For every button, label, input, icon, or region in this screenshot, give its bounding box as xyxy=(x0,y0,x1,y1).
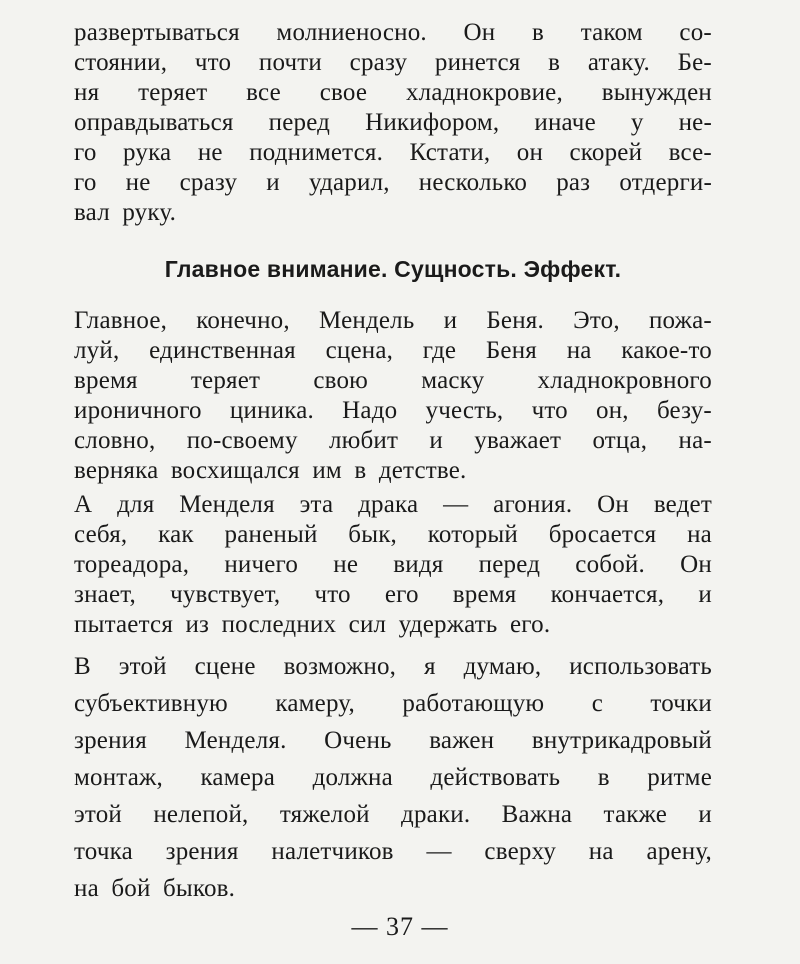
word: несколько xyxy=(418,169,528,196)
word: видя xyxy=(393,551,444,578)
word: хладнокровного xyxy=(537,367,712,394)
word: ударил, xyxy=(308,169,390,196)
word: отца, xyxy=(592,427,648,454)
word: свою xyxy=(313,367,369,394)
word: сразу xyxy=(179,169,238,196)
word: что xyxy=(314,581,351,608)
word: агония. xyxy=(493,491,573,518)
word: на xyxy=(566,337,592,364)
word: на xyxy=(588,838,614,865)
word: ироничного xyxy=(74,397,202,424)
text-line xyxy=(74,138,712,168)
word: где xyxy=(422,337,457,364)
word: Он xyxy=(680,551,712,578)
word: как xyxy=(158,521,194,548)
word: использовать xyxy=(569,653,712,680)
word: драки. xyxy=(401,801,471,828)
word: работающую xyxy=(402,690,545,717)
word: сверху xyxy=(484,838,557,865)
word: циника. xyxy=(229,397,314,424)
word: свое xyxy=(319,79,368,106)
word: монтаж, xyxy=(74,764,163,791)
paragraph-continued xyxy=(74,18,712,228)
word: иначе xyxy=(534,109,596,136)
word: думаю, xyxy=(463,653,542,680)
word: в xyxy=(532,19,545,46)
word: Надо xyxy=(342,397,398,424)
text-line xyxy=(74,78,712,108)
word: его xyxy=(384,581,419,608)
word: и xyxy=(429,427,443,454)
word: для xyxy=(117,491,155,518)
word: оправдываться xyxy=(74,109,234,136)
word: любит xyxy=(328,427,399,454)
word: конечно, xyxy=(196,307,290,334)
word: должна xyxy=(312,764,393,791)
text-line xyxy=(74,796,712,833)
text-line xyxy=(74,336,712,366)
word: Это, xyxy=(573,307,620,334)
word: нелепой, xyxy=(153,801,249,828)
word: молниеносно. xyxy=(276,19,427,46)
text-line xyxy=(74,580,712,610)
text-line xyxy=(74,759,712,796)
word: безу- xyxy=(656,397,712,424)
word: сцена, xyxy=(325,337,394,364)
paragraph-main-attention xyxy=(74,306,712,486)
word: скорей xyxy=(569,139,643,166)
word: почти xyxy=(258,49,322,76)
word: также xyxy=(603,801,668,828)
word: себя, xyxy=(74,521,128,548)
word: Менделя. xyxy=(184,727,287,754)
text-line xyxy=(74,18,712,48)
word: со- xyxy=(679,19,712,46)
word: отдерги- xyxy=(619,169,712,196)
word: какое-то xyxy=(621,337,712,364)
text-line xyxy=(74,108,712,138)
word: все xyxy=(246,79,281,106)
word: го xyxy=(74,169,97,196)
word: в xyxy=(548,49,561,76)
word: внутрикадровый xyxy=(531,727,712,754)
text-line: верняка восхищался им в детстве. xyxy=(74,457,467,484)
word: все- xyxy=(668,139,712,166)
word: эта xyxy=(299,491,334,518)
word: время xyxy=(452,581,517,608)
text-line xyxy=(74,833,712,870)
word: не xyxy=(333,551,359,578)
word: Он xyxy=(597,491,629,518)
word: тяжелой xyxy=(279,801,370,828)
text-line xyxy=(74,550,712,580)
word: и xyxy=(698,801,712,828)
word: который xyxy=(427,521,518,548)
word: на- xyxy=(678,427,712,454)
word: словно, xyxy=(74,427,156,454)
word: по-своему xyxy=(186,427,298,454)
word: хладнокровие, xyxy=(405,79,563,106)
text-line xyxy=(74,396,712,426)
word: не xyxy=(197,139,223,166)
word: Менделя xyxy=(179,491,275,518)
text-line: на бой быков. xyxy=(74,875,236,902)
word: сцене xyxy=(194,653,256,680)
word: Важна xyxy=(501,801,573,828)
word: раз xyxy=(556,169,591,196)
word: перед xyxy=(478,551,541,578)
word: бык, xyxy=(348,521,398,548)
word: возможно, xyxy=(283,653,397,680)
word: единственная xyxy=(149,337,296,364)
word: поднимется. xyxy=(249,139,384,166)
word: и xyxy=(698,581,712,608)
text-line xyxy=(74,306,712,336)
word: и xyxy=(266,169,280,196)
word: В xyxy=(74,653,91,680)
word: на xyxy=(687,521,712,548)
text-line xyxy=(74,722,712,759)
word: я xyxy=(424,653,436,680)
word: не xyxy=(125,169,151,196)
word: атаку. xyxy=(587,49,650,76)
word: рука xyxy=(123,139,172,166)
word: что xyxy=(531,397,568,424)
word: маску xyxy=(421,367,485,394)
text-line xyxy=(74,490,712,520)
text-line xyxy=(74,48,712,78)
word: важен xyxy=(429,727,495,754)
word: налетчиков xyxy=(271,838,394,865)
word: тореадора, xyxy=(74,551,190,578)
text-line xyxy=(74,685,712,722)
text-line: пытается из последних сил удержать его. xyxy=(74,611,551,638)
word: действовать xyxy=(430,764,561,791)
word: точки xyxy=(650,690,712,717)
text-line: вал руку. xyxy=(74,199,177,226)
word: перед xyxy=(268,109,331,136)
word: Он xyxy=(463,19,496,46)
word: Мендель xyxy=(318,307,415,334)
word: камеру, xyxy=(275,690,355,717)
word: пожа- xyxy=(648,307,712,334)
word: Главное, xyxy=(74,307,168,334)
paragraph-mendel-agony xyxy=(74,490,712,640)
word: он xyxy=(516,139,544,166)
word: зрения xyxy=(165,838,239,865)
word: вынужден xyxy=(601,79,712,106)
word: арену, xyxy=(646,838,712,865)
section-heading: Главное внимание. Сущность. Эффект. xyxy=(164,256,622,282)
word: учесть, xyxy=(425,397,504,424)
word: — xyxy=(443,491,469,518)
word: в xyxy=(597,764,610,791)
word: ничего xyxy=(224,551,299,578)
word: А xyxy=(74,491,93,518)
word: у xyxy=(630,109,644,136)
word: драка xyxy=(358,491,419,518)
text-line xyxy=(74,366,712,396)
word: сразу xyxy=(349,49,408,76)
text-line xyxy=(74,426,712,456)
word: не- xyxy=(678,109,712,136)
word: ринется xyxy=(434,49,521,76)
word: Кстати, xyxy=(409,139,491,166)
word: луй, xyxy=(74,337,120,364)
word: таком xyxy=(580,19,643,46)
word: Беня. xyxy=(486,307,544,334)
word: чувствует, xyxy=(170,581,281,608)
word: собой. xyxy=(575,551,645,578)
word: го xyxy=(74,139,97,166)
word: субъективную xyxy=(74,690,228,717)
page-number: — 37 — xyxy=(351,912,449,941)
word: — xyxy=(426,838,452,865)
word: развертываться xyxy=(74,19,240,46)
word: ритме xyxy=(647,764,712,791)
word: этой xyxy=(118,653,167,680)
text-line xyxy=(74,168,712,198)
word: теряет xyxy=(190,367,261,394)
word: Очень xyxy=(324,727,392,754)
paragraph-camera xyxy=(74,648,712,907)
word: зрения xyxy=(74,727,147,754)
word: кончается, xyxy=(550,581,665,608)
word: с xyxy=(591,690,603,717)
text-line xyxy=(74,520,712,550)
word: камера xyxy=(200,764,276,791)
word: знает, xyxy=(74,581,136,608)
word: ведет xyxy=(653,491,712,518)
word: он, xyxy=(596,397,629,424)
word: Никифором, xyxy=(365,109,500,136)
word: этой xyxy=(74,801,123,828)
word: ня xyxy=(74,79,100,106)
word: стоянии, xyxy=(74,49,168,76)
word: точка xyxy=(74,838,133,865)
word: что xyxy=(194,49,232,76)
word: время xyxy=(74,367,138,394)
word: и xyxy=(443,307,458,334)
word: теряет xyxy=(138,79,208,106)
word: бросается xyxy=(548,521,657,548)
word: Бе- xyxy=(677,49,712,76)
word: уважает xyxy=(474,427,562,454)
word: Беня xyxy=(485,337,538,364)
word: раненый xyxy=(224,521,318,548)
text-line xyxy=(74,648,712,685)
